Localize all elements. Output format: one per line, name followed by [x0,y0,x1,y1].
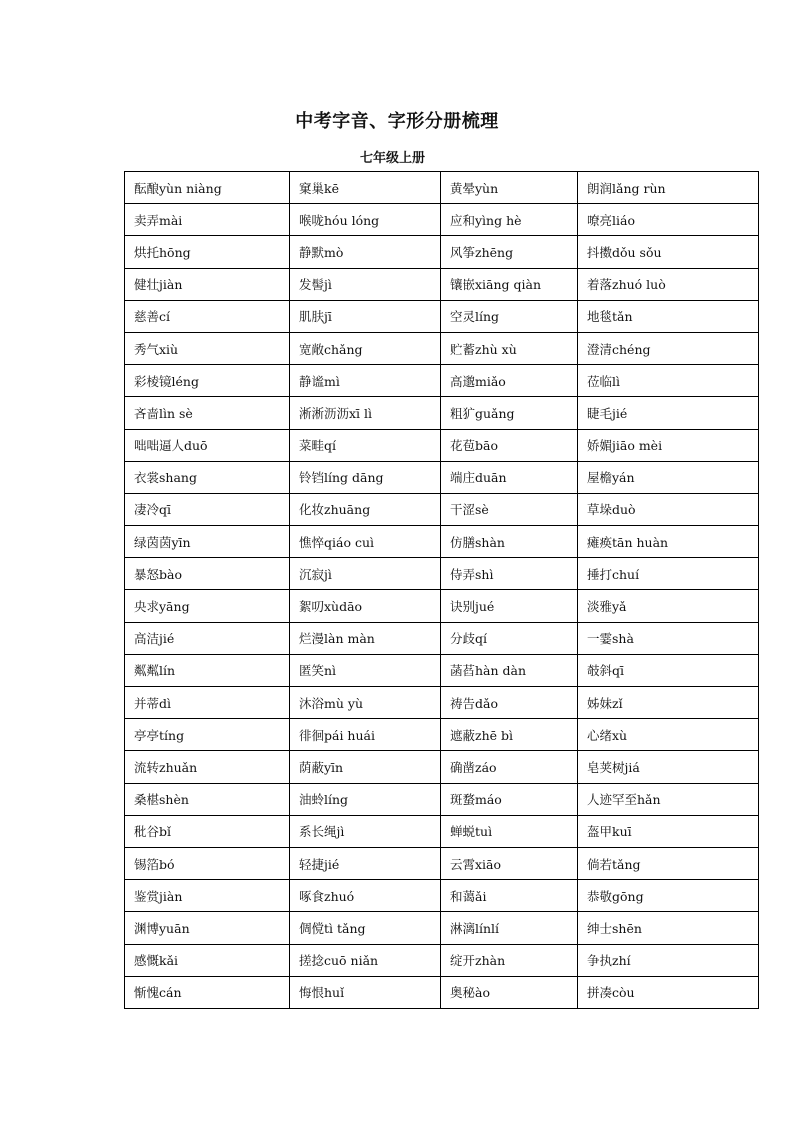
table-cell: 恭敬gōng [578,880,759,912]
table-cell: 祷告dǎo [441,687,578,719]
table-cell: 酝酿yùn niàng [125,172,290,204]
table-cell: 绽开zhàn [441,944,578,976]
table-cell: 感慨kǎi [125,944,290,976]
table-cell: 菜畦qí [290,429,441,461]
table-row [125,944,759,976]
table-cell: 皂荚树jiá [578,751,759,783]
table-row [125,204,759,236]
table-row [125,687,759,719]
table-cell: 奥秘ào [441,976,578,1008]
table-row [125,558,759,590]
table-cell: 淋漓línlí [441,912,578,944]
vocabulary-table-body [125,172,759,1009]
table-cell: 争执zhí [578,944,759,976]
section-subtitle: 七年级上册 [360,151,426,166]
table-cell: 锡箔bó [125,847,290,879]
table-row [125,461,759,493]
table-cell: 静默mò [290,236,441,268]
table-cell: 遮蔽zhē bì [441,719,578,751]
table-row [125,365,759,397]
table-cell: 卖弄mài [125,204,290,236]
table-cell: 睫毛jié [578,397,759,429]
table-cell: 高洁jié [125,622,290,654]
table-cell: 央求yāng [125,590,290,622]
table-cell: 拼凑còu [578,976,759,1008]
table-row [125,976,759,1008]
table-cell: 捶打chuí [578,558,759,590]
table-row [125,526,759,558]
table-cell: 镶嵌xiāng qiàn [441,268,578,300]
table-cell: 绅士shēn [578,912,759,944]
table-cell: 沉寂jì [290,558,441,590]
table-cell: 衣裳shang [125,461,290,493]
table-cell: 花苞bāo [441,429,578,461]
table-cell: 斑蝥máo [441,783,578,815]
table-cell: 鉴赏jiàn [125,880,290,912]
table-cell: 烂漫làn màn [290,622,441,654]
table-row [125,847,759,879]
table-cell: 凄冷qī [125,493,290,525]
table-cell: 油蛉líng [290,783,441,815]
table-cell: 倜傥tì tǎng [290,912,441,944]
table-cell: 淅淅沥沥xī lì [290,397,441,429]
table-cell: 侍弄shì [441,558,578,590]
table-cell: 肌肤jī [290,300,441,332]
table-cell: 诀别jué [441,590,578,622]
table-cell: 屋檐yán [578,461,759,493]
table-cell: 桑椹shèn [125,783,290,815]
table-cell: 姊妹zǐ [578,687,759,719]
table-cell: 秕谷bǐ [125,815,290,847]
table-row [125,429,759,461]
table-cell: 窠巢kē [290,172,441,204]
table-row [125,590,759,622]
table-cell: 草垛duò [578,493,759,525]
table-cell: 流转zhuǎn [125,751,290,783]
table-row [125,172,759,204]
table-cell: 宽敞chǎng [290,332,441,364]
table-cell: 搓捻cuō niǎn [290,944,441,976]
table-cell: 咄咄逼人duō [125,429,290,461]
table-cell: 沐浴mù yù [290,687,441,719]
table-row [125,332,759,364]
table-cell: 粗犷guǎng [441,397,578,429]
table-cell: 烘托hōng [125,236,290,268]
table-cell: 抖擞dǒu sǒu [578,236,759,268]
table-cell: 攲斜qī [578,654,759,686]
table-cell: 蝉蜕tuì [441,815,578,847]
table-cell: 菡萏hàn dàn [441,654,578,686]
table-row [125,912,759,944]
table-cell: 分歧qí [441,622,578,654]
table-cell: 干涩sè [441,493,578,525]
table-cell: 着落zhuó luò [578,268,759,300]
table-cell: 惭愧cán [125,976,290,1008]
table-row [125,880,759,912]
table-row [125,783,759,815]
table-cell: 轻捷jié [290,847,441,879]
table-cell: 系长绳jì [290,815,441,847]
table-cell: 絮叨xùdāo [290,590,441,622]
table-row [125,719,759,751]
table-cell: 匿笑nì [290,654,441,686]
table-cell: 娇媚jiāo mèi [578,429,759,461]
table-cell: 淡雅yǎ [578,590,759,622]
table-cell: 化妆zhuāng [290,493,441,525]
table-cell: 确凿záo [441,751,578,783]
table-cell: 澄清chéng [578,332,759,364]
table-row [125,654,759,686]
table-cell: 地毯tǎn [578,300,759,332]
table-cell: 荫蔽yīn [290,751,441,783]
table-cell: 吝啬lìn sè [125,397,290,429]
table-row [125,397,759,429]
table-cell: 憔悴qiáo cuì [290,526,441,558]
table-cell: 静谧mì [290,365,441,397]
table-row [125,751,759,783]
table-cell: 心绪xù [578,719,759,751]
table-cell: 喉咙hóu lóng [290,204,441,236]
table-cell: 倘若tǎng [578,847,759,879]
table-row [125,300,759,332]
table-cell: 和蔼ǎi [441,880,578,912]
table-cell: 粼粼lín [125,654,290,686]
vocabulary-table [124,171,759,1009]
table-row [125,622,759,654]
table-cell: 暴怒bào [125,558,290,590]
table-cell: 应和yìng hè [441,204,578,236]
table-cell: 朗润lǎng rùn [578,172,759,204]
table-cell: 啄食zhuó [290,880,441,912]
table-cell: 健壮jiàn [125,268,290,300]
table-cell: 空灵líng [441,300,578,332]
table-cell: 亭亭tíng [125,719,290,751]
table-cell: 仿膳shàn [441,526,578,558]
table-cell: 悔恨huǐ [290,976,441,1008]
table-cell: 盔甲kuī [578,815,759,847]
table-cell: 贮蓄zhù xù [441,332,578,364]
document-title: 中考字音、字形分册梳理 [295,111,499,132]
table-cell: 徘徊pái huái [290,719,441,751]
table-cell: 彩棱镜léng [125,365,290,397]
table-cell: 端庄duān [441,461,578,493]
table-cell: 黄晕yùn [441,172,578,204]
table-row [125,236,759,268]
table-cell: 并蒂dì [125,687,290,719]
table-cell: 云霄xiāo [441,847,578,879]
table-cell: 慈善cí [125,300,290,332]
table-row [125,815,759,847]
table-cell: 渊博yuān [125,912,290,944]
table-cell: 铃铛líng dāng [290,461,441,493]
table-cell: 瘫痪tān huàn [578,526,759,558]
table-cell: 人迹罕至hǎn [578,783,759,815]
table-cell: 莅临lì [578,365,759,397]
table-row [125,268,759,300]
table-cell: 风筝zhēng [441,236,578,268]
table-row [125,493,759,525]
table-cell: 绿茵茵yīn [125,526,290,558]
table-cell: 一霎shà [578,622,759,654]
table-cell: 秀气xiù [125,332,290,364]
table-cell: 高邈miǎo [441,365,578,397]
table-cell: 嘹亮liáo [578,204,759,236]
table-cell: 发髻jì [290,268,441,300]
